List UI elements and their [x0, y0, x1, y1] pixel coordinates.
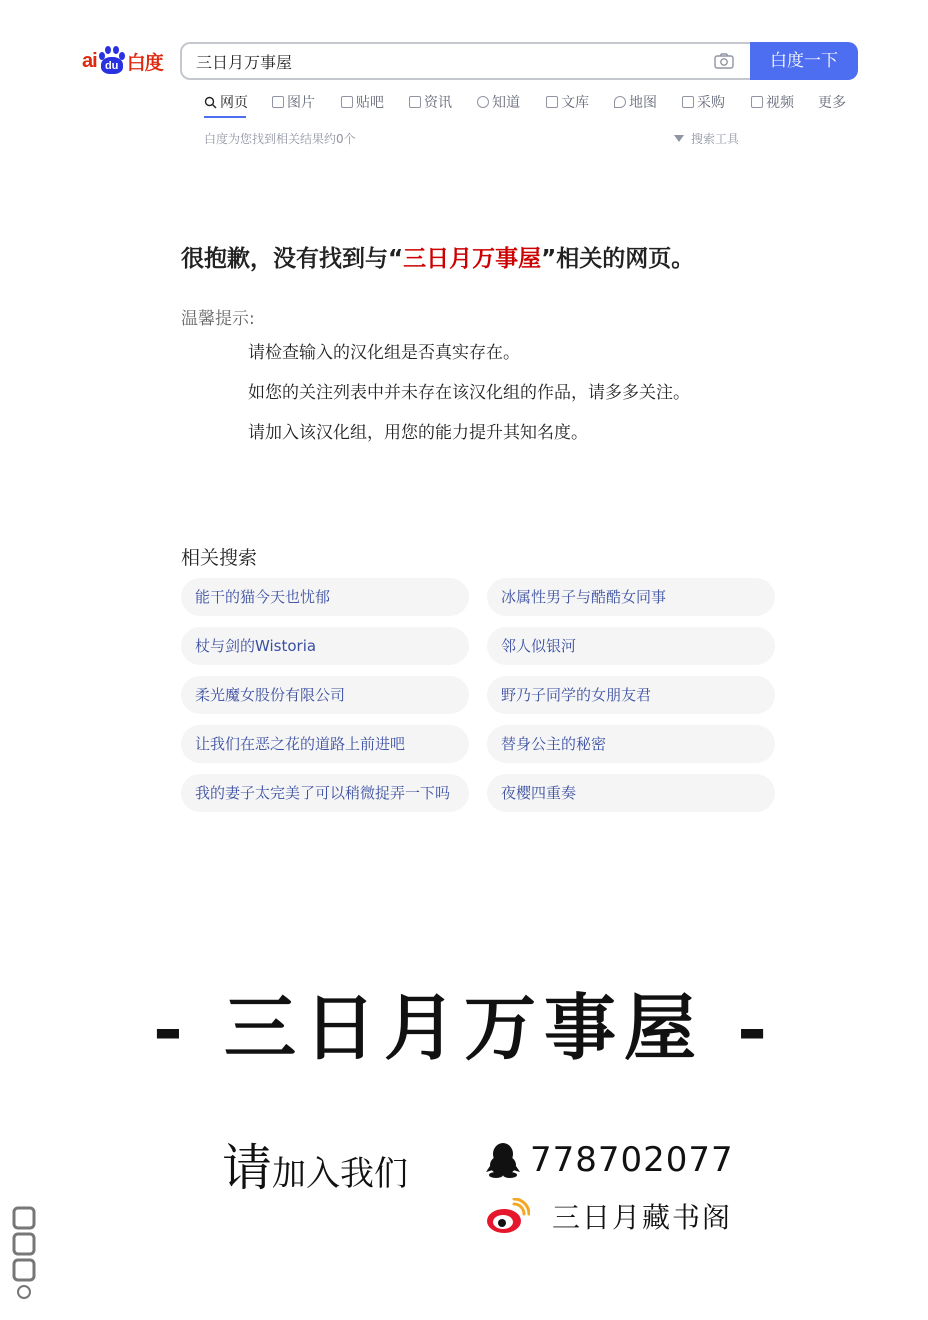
- tip-list: [248, 342, 690, 462]
- tab-map[interactable]: [614, 92, 657, 112]
- join-us-text: [222, 1128, 408, 1200]
- search-icon: [204, 96, 217, 109]
- qq-number: 778702077: [530, 1140, 734, 1180]
- tab-more[interactable]: [818, 92, 846, 112]
- logo-text-left: ai: [82, 49, 97, 72]
- related-search-item[interactable]: 野乃子同学的女朋友君: [487, 676, 775, 714]
- tab-shopping[interactable]: [682, 92, 725, 112]
- related-search-item[interactable]: 杖与剑的Wistoria: [181, 627, 469, 665]
- tab-web[interactable]: [204, 92, 248, 112]
- camera-icon[interactable]: [714, 53, 734, 69]
- paw-icon: [98, 46, 126, 76]
- tip-item: 如您的关注列表中并未存在该汉化组的作品，请多多关注。: [248, 383, 690, 403]
- tieba-icon: [341, 96, 353, 108]
- baidu-logo[interactable]: [82, 44, 168, 78]
- tab-label: 地图: [629, 95, 657, 111]
- weibo-name: 三日月藏书阁: [552, 1201, 733, 1234]
- tab-wenku[interactable]: [546, 92, 589, 112]
- related-search-item[interactable]: 夜樱四重奏: [487, 774, 775, 812]
- weibo-contact: [486, 1196, 732, 1236]
- qq-contact: [486, 1140, 734, 1180]
- active-tab-indicator: [204, 116, 246, 118]
- no-result-prefix: 很抱歉，没有找到与“: [181, 246, 404, 272]
- no-result-heading: [181, 240, 694, 273]
- related-search-item[interactable]: 能干的猫今天也忧郁: [181, 578, 469, 616]
- shop-icon: [682, 96, 694, 108]
- tab-tieba[interactable]: [341, 92, 384, 112]
- tab-label: 网页: [220, 95, 248, 111]
- tab-label: 图片: [287, 95, 315, 111]
- tab-label: 更多: [818, 95, 846, 111]
- tab-video[interactable]: [751, 92, 794, 112]
- filter-icon: [674, 135, 684, 142]
- tip-title: 温馨提示:: [181, 309, 255, 329]
- tab-label: 资讯: [424, 95, 452, 111]
- join-us-big-char: 请: [222, 1139, 272, 1197]
- site-watermark-icon: [8, 1206, 40, 1306]
- group-brand-title: - 三日月万事屋 -: [153, 985, 775, 1070]
- question-icon: [477, 96, 489, 108]
- result-count: 白度为您找到相关结果约0个: [204, 132, 356, 146]
- map-icon: [614, 96, 626, 108]
- search-tools-button[interactable]: [674, 130, 739, 147]
- tip-item: 请检查输入的汉化组是否真实存在。: [248, 343, 520, 363]
- related-search-item[interactable]: 替身公主的秘密: [487, 725, 775, 763]
- search-tools-label: 搜索工具: [691, 132, 740, 146]
- tab-label: 文库: [561, 95, 589, 111]
- no-result-suffix: ”相关的网页。: [541, 246, 695, 272]
- no-result-keyword: 三日月万事屋: [403, 246, 542, 272]
- tab-label: 贴吧: [356, 95, 384, 111]
- related-search-title: 相关搜索: [181, 547, 258, 569]
- tip-item: 请加入该汉化组，用您的能力提升其知名度。: [248, 423, 588, 443]
- related-search-list: [181, 578, 775, 812]
- join-us-rest: 加入我们: [272, 1154, 408, 1194]
- weibo-icon: [486, 1198, 530, 1234]
- tab-label: 视频: [766, 95, 794, 111]
- document-icon: [546, 96, 558, 108]
- related-search-item[interactable]: 邻人似银河: [487, 627, 775, 665]
- tab-images[interactable]: [272, 92, 315, 112]
- search-box: [180, 42, 752, 80]
- search-input[interactable]: [196, 44, 696, 78]
- image-icon: [272, 96, 284, 108]
- tab-zhidao[interactable]: [477, 92, 520, 112]
- related-search-item[interactable]: 我的妻子太完美了可以稍微捉弄一下吗: [181, 774, 469, 812]
- related-search-item[interactable]: 冰属性男子与酷酷女同事: [487, 578, 775, 616]
- related-search-item[interactable]: 让我们在恶之花的道路上前进吧: [181, 725, 469, 763]
- search-button[interactable]: 白度一下: [750, 42, 858, 80]
- logo-text-du: du: [101, 57, 123, 74]
- logo-text-right: 白度: [126, 52, 163, 74]
- video-icon: [751, 96, 763, 108]
- tab-news[interactable]: [409, 92, 452, 112]
- qq-penguin-icon: [486, 1142, 520, 1178]
- tab-label: 采购: [697, 95, 725, 111]
- news-icon: [409, 96, 421, 108]
- tab-label: 知道: [492, 95, 520, 111]
- related-search-item[interactable]: 柔光魔女股份有限公司: [181, 676, 469, 714]
